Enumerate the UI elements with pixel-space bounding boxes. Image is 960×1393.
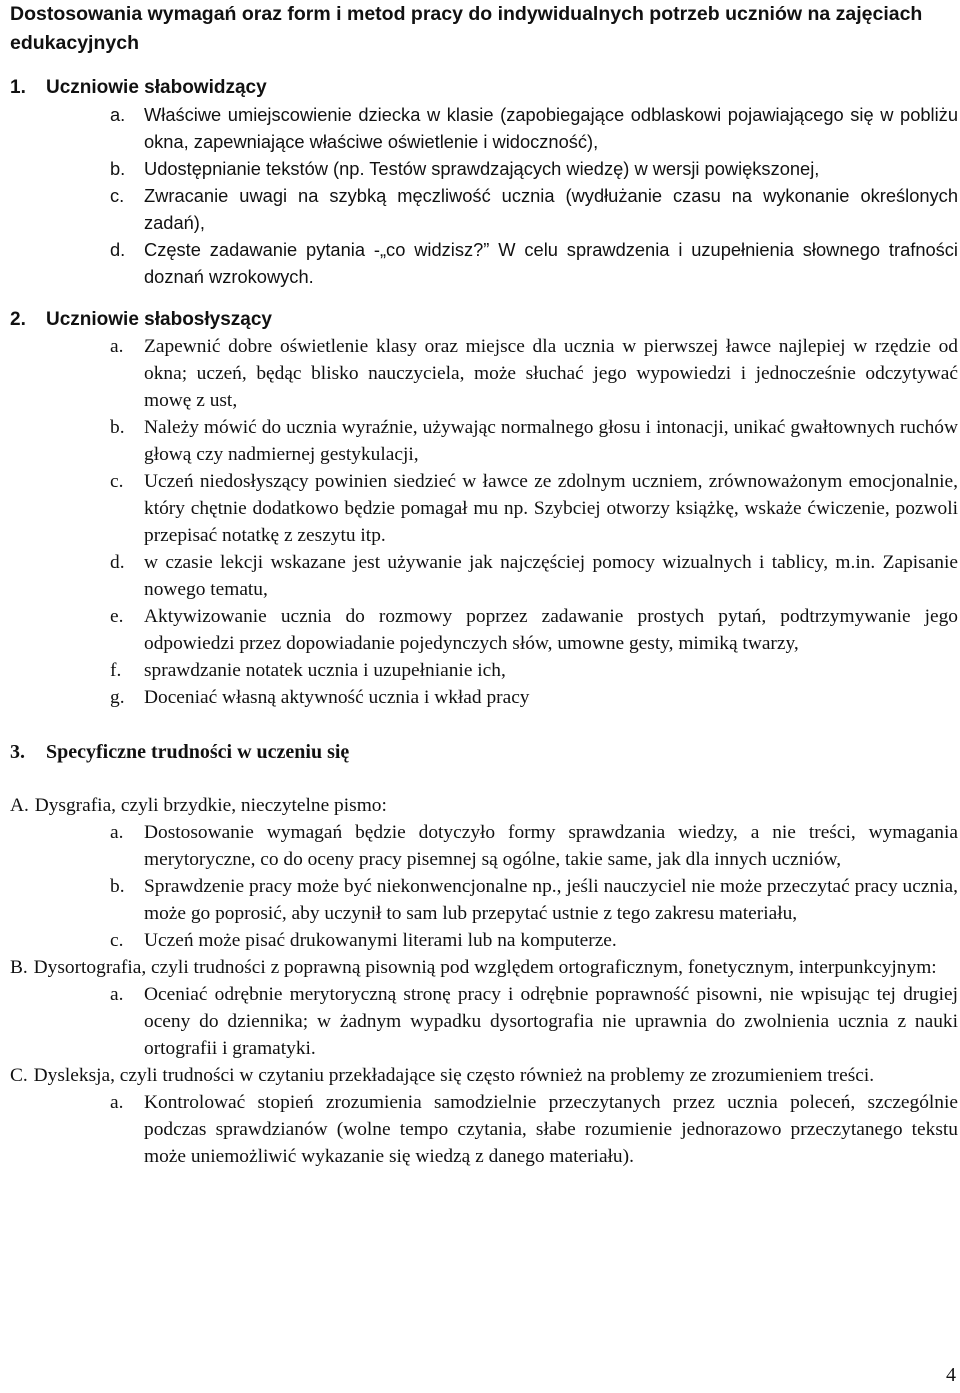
item-marker: b.	[110, 158, 126, 179]
item-text: Oceniać odrębnie merytoryczną stronę pracy i odrębnie poprawność pisowni, nie wpisując tej drugiej oceny do dziennika; w żadnym wypadku dysortografia nie uprawnia do zwolnienia ucznia z nauki ortografii i gramatyki.	[144, 984, 958, 1059]
item-text: Zwracanie uwagi na szybką męczliwość ucznia (wydłużanie czasu na wykonanie określonych zadań),	[144, 185, 958, 233]
item-marker: a.	[110, 336, 124, 357]
section-title: Uczniowie słabosłyszący	[46, 309, 272, 330]
document-body	[10, 74, 958, 1170]
item-marker: d.	[110, 239, 126, 260]
item-marker: e.	[110, 606, 124, 627]
section-1	[10, 74, 958, 290]
list-item	[10, 927, 958, 954]
item-text: Dostosowanie wymagań będzie dotyczyło formy sprawdzania wiedzy, a nie treści, wymagania merytoryczne, co do oceny pracy pisemnej są ogólne, takie same, jak dla innych uczniów,	[144, 822, 958, 870]
subsection-marker: B.	[10, 957, 28, 978]
item-text: Sprawdzenie pracy może być niekonwencjonalne np., jeśli nauczyciel nie może przeczytać pracy ucznia, może go poprosić, aby uczynił to sam lub przepytać ustnie z tego zakresu materiału,	[144, 876, 958, 924]
list-item	[10, 468, 958, 549]
item-marker: f.	[110, 660, 122, 681]
item-marker: c.	[110, 930, 124, 951]
item-marker: g.	[110, 687, 125, 708]
item-marker: c.	[110, 471, 124, 492]
list-item	[10, 182, 958, 236]
item-text: Kontrolować stopień zrozumienia samodzielnie przeczytanych przez ucznia poleceń, szczególnie podczas sprawdzianów (wolne tempo czytania, słabe rozumienie jednorazowo przeczytanego tekstu może uniemożliwić wykazanie się wiedzą z danego materiału).	[144, 1092, 958, 1167]
item-text: Należy mówić do ucznia wyraźnie, używając normalnego głosu i intonacji, unikać gwałtownych ruchów głową czy nadmiernej gestykulacji,	[144, 417, 958, 465]
subsection-heading	[10, 954, 958, 981]
item-text: Udostępnianie tekstów (np. Testów sprawdzających wiedzę) w wersji powiększonej,	[144, 158, 820, 179]
item-marker: a.	[110, 1092, 124, 1113]
list-item	[10, 333, 958, 414]
section-title: Specyficzne trudności w uczeniu się	[46, 741, 350, 763]
item-text: Uczeń niedosłyszący powinien siedzieć w ławce ze zdolnym uczniem, zrównoważonym emocjonalnie, który chętnie dodatkowo będzie pomagał mu np. Szybciej otworzy książkę, wskaże ćwiczenie, pozwoli przepisać notatkę z zeszytu itp.	[144, 471, 958, 546]
section-number: 1.	[10, 77, 26, 98]
list-item	[10, 684, 958, 711]
subsection-title: Dysleksja, czyli trudności w czytaniu przekładające się często również na problemy ze zrozumieniem treści.	[33, 1065, 875, 1086]
document-title: Dostosowania wymagań oraz form i metod pracy do indywidualnych potrzeb uczniów na zajęciach edukacyjnych	[10, 3, 923, 54]
list-item	[10, 155, 958, 182]
list-item	[10, 873, 958, 927]
section-title: Uczniowie słabowidzący	[46, 77, 267, 98]
subsection-heading	[10, 1062, 958, 1089]
section-heading	[10, 74, 958, 101]
list-item	[10, 101, 958, 155]
item-text: sprawdzanie notatek ucznia i uzupełnianie ich,	[144, 660, 506, 681]
item-marker: b.	[110, 876, 125, 897]
item-marker: a.	[110, 984, 124, 1005]
item-text: Uczeń może pisać drukowanymi literami lub na komputerze.	[144, 930, 617, 951]
subsection-marker: C.	[10, 1065, 28, 1086]
item-text: w czasie lekcji wskazane jest używanie jak najczęściej pomocy wizualnych i tablicy, m.in. Zapisanie nowego tematu,	[144, 552, 958, 600]
list-item	[10, 981, 958, 1062]
item-text: Zapewnić dobre oświetlenie klasy oraz miejsce dla ucznia w pierwszej ławce najlepiej w rzędzie od okna; uczeń, będąc blisko nauczyciela, może słuchać jego wypowiedzi i jednocześnie odczytywać mowę z ust,	[144, 336, 958, 411]
list-item	[10, 1089, 958, 1170]
item-marker: d.	[110, 552, 125, 573]
section-3	[10, 739, 958, 1170]
item-text: Aktywizowanie ucznia do rozmowy poprzez zadawanie prostych pytań, podtrzymywanie jego odpowiedzi przez dopowiadanie pojedynczych słów, umowne gesty, mimiką twarzy,	[144, 606, 958, 654]
list-item	[10, 549, 958, 603]
subsection-title: Dysgrafia, czyli brzydkie, nieczytelne pismo:	[34, 795, 387, 816]
list-item	[10, 657, 958, 684]
list-item	[10, 603, 958, 657]
item-marker: a.	[110, 104, 126, 125]
section-heading	[10, 306, 958, 333]
item-marker: b.	[110, 417, 125, 438]
page-number: 4	[946, 1364, 956, 1386]
item-text: Częste zadawanie pytania -„co widzisz?” W celu sprawdzenia i uzupełnienia słownego trafności doznań wzrokowych.	[144, 239, 958, 287]
subsection-marker: A.	[10, 795, 29, 816]
subsection-title: Dysortografia, czyli trudności z poprawną pisownią pod względem ortograficznym, fonetycznym, interpunkcyjnym:	[33, 957, 937, 978]
subsection-heading	[10, 792, 958, 819]
item-marker: a.	[110, 822, 124, 843]
section-heading	[10, 739, 958, 766]
item-text: Doceniać własną aktywność ucznia i wkład pracy	[144, 687, 530, 708]
list-item	[10, 819, 958, 873]
list-item	[10, 414, 958, 468]
section-2	[10, 306, 958, 711]
section-number: 2.	[10, 309, 26, 330]
item-marker: c.	[110, 185, 125, 206]
item-text: Właściwe umiejscowienie dziecka w klasie (zapobiegające odblaskowi pojawiającego się w pobliżu okna, zapewniające właściwe oświetlenie i widoczność),	[144, 104, 958, 152]
list-item	[10, 236, 958, 290]
section-number: 3.	[10, 741, 25, 763]
